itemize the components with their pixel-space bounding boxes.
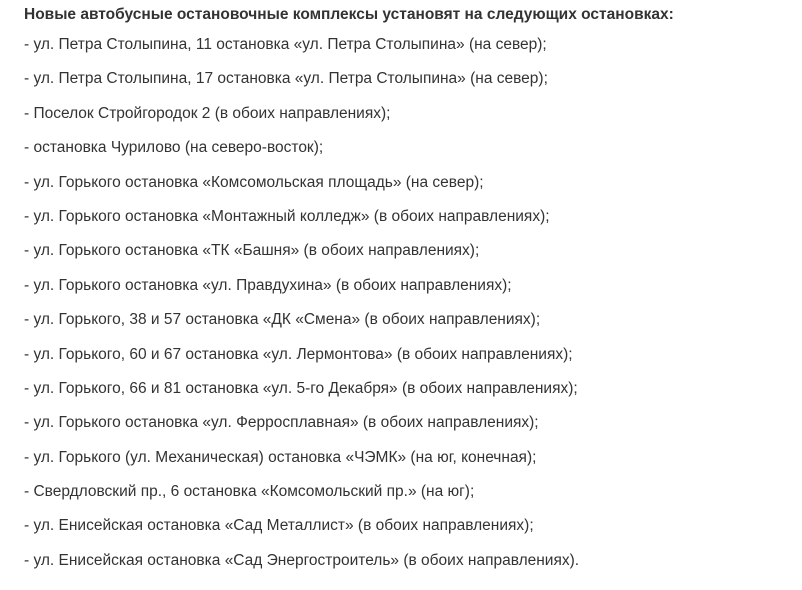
bus-stop-item: - ул. Горького, 60 и 67 остановка «ул. Лермонтова» (в обоих направлениях); bbox=[24, 345, 573, 363]
bus-stop-item: - ул. Енисейская остановка «Сад Энергостроитель» (в обоих направлениях). bbox=[24, 551, 580, 569]
bus-stop-item: - Свердловский пр., 6 остановка «Комсомольский пр.» (на юг); bbox=[24, 483, 475, 501]
bus-stop-item: - ул. Петра Столыпина, 17 остановка «ул. Петра Столыпина» (на север); bbox=[24, 70, 548, 88]
bus-stop-item: - ул. Горького остановка «ТК «Башня» (в обоих направлениях); bbox=[24, 242, 480, 260]
bus-stop-item: - Поселок Стройгородок 2 (в обоих направлениях); bbox=[24, 104, 391, 122]
bus-stop-item: - ул. Горького остановка «Комсомольская площадь» (на север); bbox=[24, 173, 484, 191]
bus-stop-item: - ул. Горького (ул. Механическая) остановка «ЧЭМК» (на юг, конечная); bbox=[24, 448, 537, 466]
bus-stop-item: - ул. Горького, 38 и 57 остановка «ДК «Смена» (в обоих направлениях); bbox=[24, 311, 541, 329]
bus-stop-item: - ул. Горького остановка «ул. Правдухина» (в обоих направлениях); bbox=[24, 276, 512, 294]
bus-stop-item: - ул. Петра Столыпина, 11 остановка «ул. Петра Столыпина» (на север); bbox=[24, 36, 547, 53]
bus-stop-item: - ул. Горького, 66 и 81 остановка «ул. 5-го Декабря» (в обоих направлениях); bbox=[24, 379, 578, 397]
bus-stop-item: - ул. Енисейская остановка «Сад Металлист» (в обоих направлениях); bbox=[24, 517, 534, 535]
bus-stop-item: - остановка Чурилово (на северо-восток); bbox=[24, 139, 324, 157]
bus-stop-item: - ул. Горького остановка «ул. Ферросплавная» (в обоих направлениях); bbox=[24, 414, 539, 432]
article-heading: Новые автобусные остановочные комплексы установят на следующих остановках: bbox=[24, 6, 674, 23]
article-body bbox=[24, 0, 794, 585]
bus-stop-list bbox=[24, 35, 794, 585]
bus-stop-item: - ул. Горького остановка «Монтажный колледж» (в обоих направлениях); bbox=[24, 207, 550, 225]
